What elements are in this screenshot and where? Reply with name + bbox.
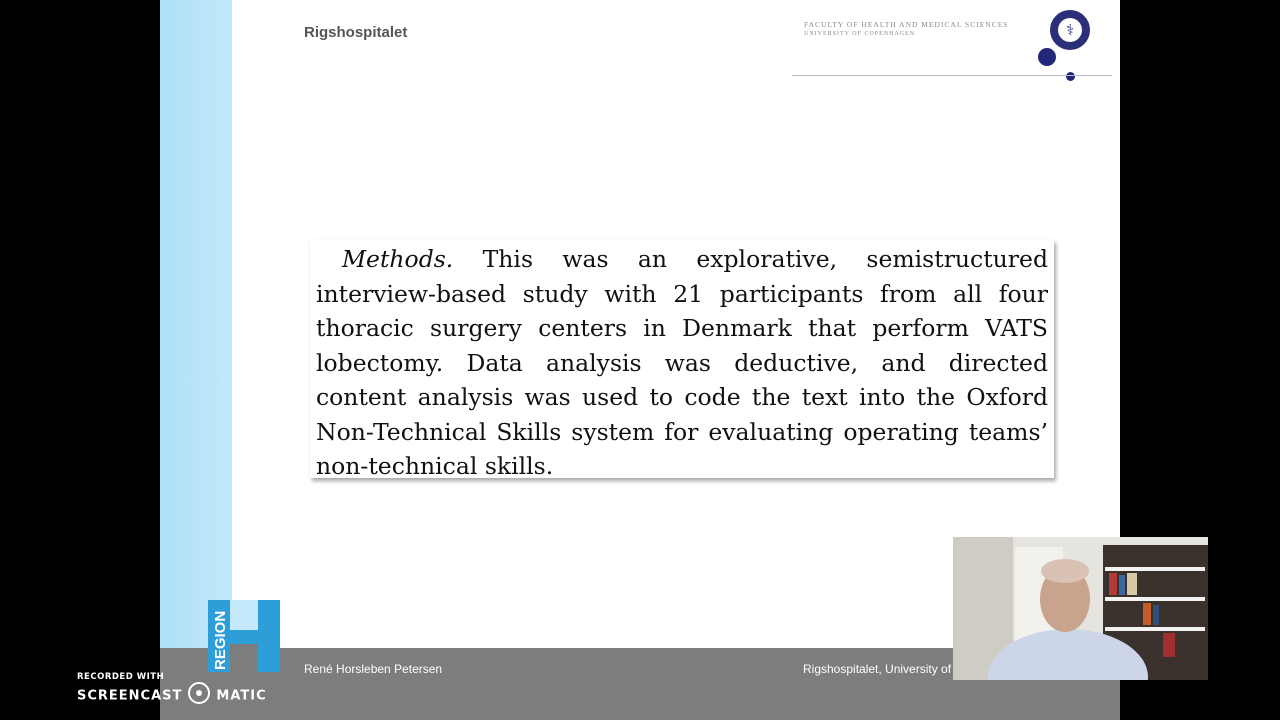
- webcam-overlay: [953, 537, 1208, 680]
- watermark-brand-right: MATIC: [216, 688, 267, 704]
- faculty-line-2: UNIVERSITY OF COPENHAGEN: [804, 31, 916, 37]
- left-accent-stripe: [160, 0, 232, 648]
- screencast-watermark: [77, 672, 267, 704]
- footer-author: René Horsleben Petersen: [304, 662, 443, 676]
- university-seal-icon: [1050, 10, 1090, 50]
- region-logo-text: REGION: [212, 610, 229, 670]
- region-h-logo-icon: [208, 600, 280, 672]
- methods-excerpt: [310, 240, 1054, 478]
- watermark-recorded-label: RECORDED WITH: [77, 672, 165, 682]
- faculty-text: [804, 20, 1044, 37]
- footer-institution: Rigshospitalet, University of: [803, 662, 952, 676]
- watermark-brand-left: SCREENCAST: [77, 688, 183, 704]
- decorative-dot-large: [1038, 48, 1056, 66]
- watermark-brand: [77, 688, 267, 704]
- faculty-line-1: FACULTY OF HEALTH AND MEDICAL SCIENCES: [804, 20, 1009, 29]
- header-organization: Rigshospitalet: [304, 24, 408, 41]
- decorative-dot-small: [1066, 72, 1075, 81]
- excerpt-body: This was an explorative, semistructured interview-based study with 21 participants from all four thoracic surgery centers in Denmark that perform VATS lobectomy. Data analysis was deductive, and directed content analysis was used to code the text into the Oxford Non-Technical Skills system for evaluating operating teams’ non-technical skills.: [316, 245, 1048, 480]
- header-divider: [792, 75, 1112, 76]
- caduceus-icon: ⚕: [1065, 21, 1075, 39]
- screencast-logo-icon: [188, 682, 210, 704]
- excerpt-lead: Methods.: [342, 245, 454, 273]
